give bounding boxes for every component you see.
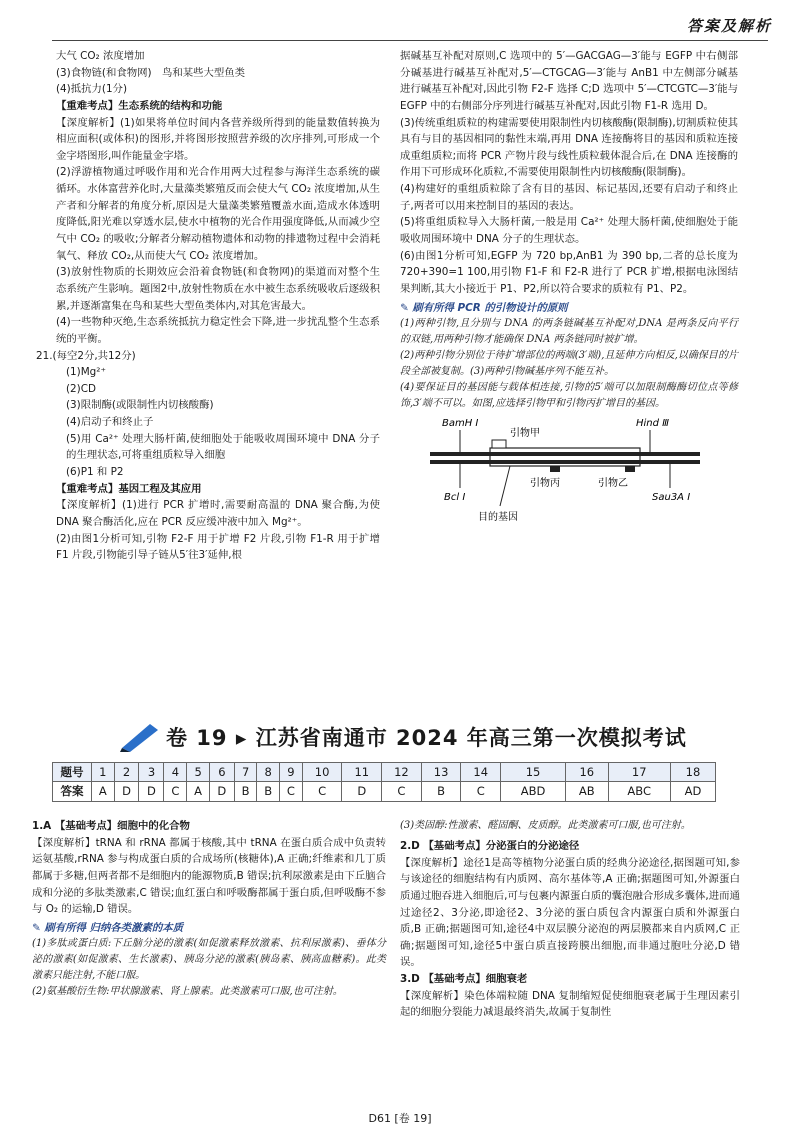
tip-item: (4)要保证目的基因能与载体相连接,引物的5′端可以加限制酶酶切位点等修饰,3′端不可以。如图,应选择引物甲和引物丙扩增目的基因。	[400, 382, 738, 410]
page-footer: D61 [卷 19]	[368, 1112, 432, 1125]
paragraph: 大气 CO₂ 浓度增加	[56, 50, 145, 62]
answer-item: (6)P1 和 P2	[66, 466, 124, 479]
primer-c-mark	[550, 466, 560, 472]
question-number: 10	[302, 763, 342, 782]
pen-icon	[120, 720, 160, 752]
question-number: 7	[234, 763, 257, 782]
answer-item: (5)用 Ca²⁺ 处理大肠杆菌,使细胞处于能吸收周围环境中 DNA 分子的生理状态,可将重组质粒导入细胞	[66, 432, 380, 462]
question-number: 6	[209, 763, 234, 782]
bamhi-label: BamH Ⅰ	[442, 418, 479, 430]
analysis-paragraph: (3)放射性物质的长期效应会沿着食物链(和食物网)的渠道而对整个生态系统产生影响。题图2中,放射性物质在水中被生态系统吸收后逐级积累,并逐渐富集在鸟和某些大型鱼类体内,对其危害最大。	[56, 266, 380, 312]
primer-b-label: 引物乙	[598, 478, 628, 490]
question-number: 14	[461, 763, 501, 782]
tip-item: (2)氨基酸衍生物:甲状腺激素、肾上腺素。此类激素可口服,也可注射。	[32, 986, 343, 998]
question-number: 2	[114, 763, 139, 782]
question-heading: 1.A 【基础考点】细胞中的化合物	[32, 820, 190, 832]
page-header-title: 答案及解析	[686, 17, 772, 35]
answer-cell: B	[234, 782, 257, 801]
analysis-paragraph: (2)浮游植物通过呼吸作用和光合作用两大过程参与海洋生态系统的碳循环。水体富营养化时,大量藻类繁殖反而会使大气 CO₂ 浓度增加,从生产者和分解者的角度分析,原因是大量藻类繁殖覆盖水面,造成水体透明度降低,阳光难以穿透水层,使水中植物的光合作用强度降低,从而减少空气中 CO₂ 的吸收;分解者分解动植物遗体和动物的排遗物过程中会消耗氧气、释放 CO₂,从而使大气 CO₂ 浓度增加。	[56, 166, 380, 262]
column-left-bottom	[32, 818, 386, 1108]
answer-cell: D	[209, 782, 234, 801]
question-number: 11	[342, 763, 382, 782]
primer-diagram	[400, 416, 720, 526]
question-number: 1	[92, 763, 115, 782]
question-number: 3	[139, 763, 164, 782]
table-row-label: 题号	[53, 763, 92, 782]
answer-cell: AB	[566, 782, 609, 801]
answer-cell: A	[187, 782, 210, 801]
key-point-label: 【重难考点】生态系统的结构和功能	[56, 99, 223, 112]
primer-c-label: 引物丙	[530, 478, 560, 490]
analysis-paragraph: 【深度解析】(1)如果将单位时间内各营养级所得到的能量数值转换为相应面积(或体积)的图形,并将图形按照营养级的次序排列,可形成一个金字塔图形,叫作能量金字塔。	[56, 116, 380, 162]
primer-a-mark	[492, 440, 506, 448]
target-gene-label: 目的基因	[478, 512, 518, 524]
tip-item: (1)多肽或蛋白质:下丘脑分泌的激素(如促激素释放激素、抗利尿激素)、垂体分泌的激素(如促激素、生长激素)、胰岛分泌的激素(胰岛素、胰高血糖素)。此类激素只能注射,不能口服。	[32, 938, 386, 982]
primer-b-mark	[625, 466, 635, 472]
question-heading: 3.D 【基础考点】细胞衰老	[400, 973, 528, 986]
answer-item: (3)限制酶(或限制性内切核酸酶)	[66, 399, 214, 412]
answer-cell: C	[461, 782, 501, 801]
question-number: 5	[187, 763, 210, 782]
analysis-paragraph: (4)构建好的重组质粒除了含有目的基因、标记基因,还要有启动子和终止子,两者可以用来控制目的基因的表达。	[400, 183, 738, 212]
section-title-bar	[120, 716, 700, 756]
tip-heading	[32, 920, 386, 937]
answer-cell: C	[279, 782, 302, 801]
analysis-paragraph: (2)由图1分析可知,引物 F2-F 用于扩增 F2 片段,引物 F1-R 用于扩增 F1 片段,引物能引导子链从5′往3′延伸,根	[56, 532, 380, 562]
answer-item: (4)启动子和终止子	[66, 416, 154, 429]
section-title: 卷 19 ▸ 江苏省南通市 2024 年高三第一次模拟考试	[166, 726, 687, 750]
bcli-label: Bcl Ⅰ	[444, 492, 466, 504]
analysis-paragraph: 【深度解析】途径1是高等植物分泌蛋白质的经典分泌途径,据图题可知,参与该途径的细胞结构有内质网、高尔基体等,A 正确;据题图可知,外源蛋白质通过胞吞进入细胞后,可与包裹内源蛋白质的囊泡融合形成多囊体,进而通过途径2、3分泌,即途径2、3分泌的蛋白质包含内源蛋白质和外源蛋白质,B 正确;据题图可知,途径4中双层膜分泌泡的两层膜都来自内质网,C 正确;据题图可知,途径5中蛋白质直接跨膜出细胞,而非通过胞吐分泌,D 错误。	[400, 856, 740, 969]
analysis-paragraph: (5)将重组质粒导入大肠杆菌,一般是用 Ca²⁺ 处理大肠杆菌,使细胞处于能吸收周围环境中 DNA 分子的生理状态。	[400, 216, 738, 246]
answer-cell: D	[139, 782, 164, 801]
answer-item: (2)CD	[66, 382, 96, 395]
answer-cell: AD	[670, 782, 715, 801]
hindiii-label: Hind Ⅲ	[636, 418, 670, 430]
analysis-paragraph: (6)由图1分析可知,EGFP 为 720 bp,AnB1 为 390 bp,二者的总长度为 720+390=1 100,用引物 F1-F 和 F2-R 进行了 PCR 扩增,根据电泳图结果判断,其大小接近于 P1、P2,所以符合要求的质粒有 P1、P2。	[400, 249, 738, 295]
analysis-paragraph: 【深度解析】tRNA 和 rRNA 都属于核酸,其中 tRNA 在蛋白质合成中负责转运氨基酸,rRNA 参与构成蛋白质的合成场所(核糖体),A 正确;纤维素和几丁质都属于多糖,但两者都不是细胞内的能源物质,B 错误;抗利尿激素是由下丘脑合成和分泌的多肽类激素,C 错误;血红蛋白和呼吸酶都属于蛋白质,但呼吸酶不参与 O₂ 的运输,D 错误。	[32, 836, 386, 916]
question-number: 13	[421, 763, 461, 782]
question-heading: 2.D 【基础考点】分泌蛋白的分泌途径	[400, 840, 580, 852]
answer-table-row	[53, 782, 716, 801]
question-number: 18	[670, 763, 715, 782]
answer-cell: D	[342, 782, 382, 801]
answer-cell: C	[382, 782, 422, 801]
answer-cell: C	[302, 782, 342, 801]
answer-table-row	[53, 763, 716, 782]
pen-icon: ✎	[400, 301, 413, 314]
answer-cell: B	[421, 782, 461, 801]
paragraph: (3)食物链(和食物网) 鸟和某些大型鱼类	[56, 66, 246, 79]
sau3ai-label: Sau3A Ⅰ	[652, 492, 691, 504]
target-gene-pointer	[500, 466, 510, 506]
question-number: 9	[279, 763, 302, 782]
question-number: 4	[164, 763, 187, 782]
question-number: 15	[501, 763, 566, 782]
tip-heading	[400, 300, 738, 317]
tip-title: 刷有所得 PCR 的引物设计的原则	[412, 301, 568, 314]
column-right-top	[400, 48, 738, 708]
tip-item: (2)两种引物分别位于待扩增部位的两端(3′端),且延伸方向相反,以确保目的片段全部被复制。(3)两种引物碱基序列不能互补。	[400, 350, 738, 378]
answer-table	[52, 762, 716, 802]
dna-strand-top	[430, 452, 700, 456]
analysis-paragraph: 【深度解析】染色体端粒随 DNA 复制缩短促使细胞衰老属于生理因素引起的细胞分裂能力减退最终消失,故属于复制性	[400, 989, 740, 1019]
analysis-paragraph: 【深度解析】(1)进行 PCR 扩增时,需要耐高温的 DNA 聚合酶,为使 DNA 聚合酶活化,应在 PCR 反应缓冲液中加入 Mg²⁺。	[56, 499, 380, 528]
tip-title: 刷有所得 归纳各类激素的本质	[44, 921, 184, 934]
column-left-top	[36, 48, 380, 708]
question-number: 8	[257, 763, 280, 782]
dna-strand-bottom	[430, 460, 700, 464]
tip-item: (1)两种引物,且分别与 DNA 的两条链碱基互补配对,DNA 是两条反向平行的双链,用两种引物才能确保 DNA 两条链同时被扩增。	[400, 318, 738, 346]
question-number: 17	[608, 763, 670, 782]
answer-cell: B	[257, 782, 280, 801]
analysis-paragraph: (4)一些物种灭绝,生态系统抵抗力稳定性会下降,进一步扰乱整个生态系统的平衡。	[56, 316, 380, 345]
answer-cell: ABD	[501, 782, 566, 801]
answer-cell: D	[114, 782, 139, 801]
pen-icon: ✎	[32, 921, 45, 934]
question-number: 16	[566, 763, 609, 782]
paragraph: (4)抵抗力(1分)	[56, 83, 127, 96]
answer-cell: A	[92, 782, 115, 801]
analysis-paragraph: (3)传统重组质粒的构建需要使用限制性内切核酸酶(限制酶),切割质粒使其具有与目的基因相同的黏性末端,再用 DNA 连接酶将目的基因和质粒连接成重组质粒;而将 PCR 产物片段与线性质粒载体混合后,在 DNA 连接酶的作用下可形成环化质粒,不需要使用限制性内切核酸酶(限制酶)。	[400, 116, 738, 179]
analysis-paragraph: 据碱基互补配对原则,C 选项中的 5′—GACGAG—3′能与 EGFP 中右侧部分碱基进行碱基互补配对,5′—CTGCAG—3′能与 AnB1 中左侧部分碱基进行碱基互补配对,因此引物 F2-F 选择 C;D 选项中 5′—CTCGTC—3′能与 EGFP 中的右侧部分序列进行碱基互补配对,因此引物 F1-R 选用 D。	[400, 50, 738, 112]
answer-item: (1)Mg²⁺	[66, 366, 106, 379]
header-divider	[52, 40, 768, 41]
question-number: 12	[382, 763, 422, 782]
column-right-bottom	[400, 818, 740, 1108]
answer-cell: ABC	[608, 782, 670, 801]
table-row-label: 答案	[53, 782, 92, 801]
primer-a-label: 引物甲	[510, 428, 540, 440]
key-point-label: 【重难考点】基因工程及其应用	[56, 482, 202, 495]
tip-item: (3)类固醇:性激素、醛固酮、皮质醇。此类激素可口服,也可注射。	[400, 820, 691, 831]
question-heading: 21.(每空2分,共12分)	[36, 349, 136, 362]
answer-cell: C	[164, 782, 187, 801]
primer-diagram-svg	[400, 416, 720, 526]
